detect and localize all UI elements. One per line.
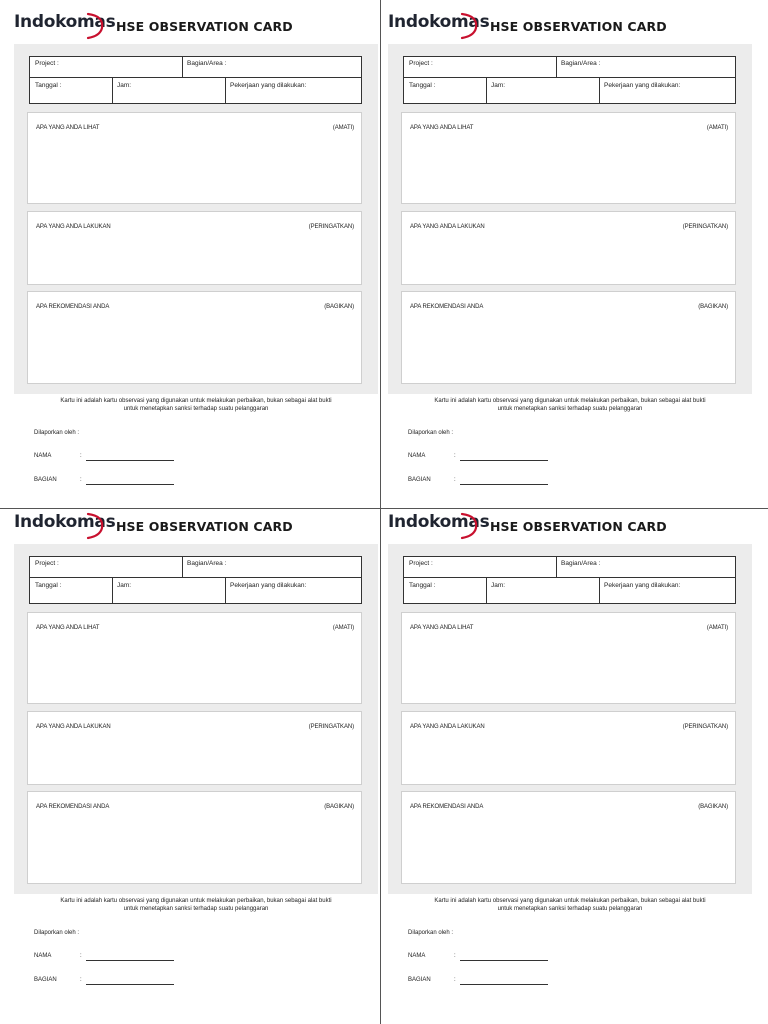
logo-wordmark: Indokomas bbox=[14, 12, 116, 32]
time-label: Jam: bbox=[491, 582, 506, 589]
name-field[interactable] bbox=[34, 953, 82, 959]
section-action-tag: (PERINGATKAN) bbox=[308, 224, 354, 230]
project-label: Project : bbox=[409, 560, 433, 567]
section-recommend[interactable] bbox=[401, 791, 736, 884]
section-action-label: APA YANG ANDA LAKUKAN bbox=[410, 224, 485, 230]
dept-blank-line bbox=[86, 484, 174, 485]
disclaimer-line-1: Kartu ini adalah kartu observasi yang digunakan untuk melakukan perbaikan, bukan sebagai alat bukti bbox=[434, 398, 706, 404]
job-label: Pekerjaan yang dilakukan: bbox=[230, 582, 307, 589]
disclaimer-note bbox=[14, 398, 378, 413]
name-blank-line bbox=[460, 460, 548, 461]
project-label: Project : bbox=[35, 60, 59, 67]
disclaimer-line-1: Kartu ini adalah kartu observasi yang digunakan untuk melakukan perbaikan, bukan sebagai alat bukti bbox=[434, 898, 706, 904]
info-table bbox=[403, 56, 736, 104]
section-recommend-label: APA REKOMENDASI ANDA bbox=[36, 804, 110, 810]
reported-by-label: Dilaporkan oleh : bbox=[408, 930, 454, 936]
section-observe[interactable] bbox=[401, 112, 736, 204]
logo-wordmark: Indokomas bbox=[388, 12, 490, 32]
name-field[interactable] bbox=[408, 953, 456, 959]
logo-swoosh-icon bbox=[14, 510, 114, 544]
dept-field[interactable] bbox=[34, 977, 82, 983]
name-colon: : bbox=[80, 953, 82, 959]
dept-label: BAGIAN bbox=[34, 477, 57, 483]
info-table bbox=[29, 556, 362, 604]
reported-by-label: Dilaporkan oleh : bbox=[408, 430, 454, 436]
area-label: Bagian/Area : bbox=[187, 560, 227, 567]
logo-swoosh-icon bbox=[388, 510, 488, 544]
dept-blank-line bbox=[86, 984, 174, 985]
time-label: Jam: bbox=[117, 582, 132, 589]
logo-swoosh-icon bbox=[388, 10, 488, 44]
name-colon: : bbox=[80, 453, 82, 459]
section-observe-label: APA YANG ANDA LIHAT bbox=[410, 125, 474, 131]
section-recommend-tag: (BAGIKAN) bbox=[698, 304, 728, 310]
section-recommend-label: APA REKOMENDASI ANDA bbox=[36, 304, 110, 310]
name-label: NAMA bbox=[34, 953, 52, 959]
section-observe-label: APA YANG ANDA LIHAT bbox=[36, 625, 100, 631]
name-label: NAMA bbox=[408, 953, 426, 959]
observation-card-top-right bbox=[388, 0, 752, 490]
disclaimer-line-2: untuk menetapkan sanksi terhadap suatu pelanggaran bbox=[497, 905, 643, 912]
dept-colon: : bbox=[454, 977, 456, 983]
vertical-cut-line bbox=[380, 0, 381, 1024]
date-label: Tanggal : bbox=[35, 82, 62, 89]
section-action-tag: (PERINGATKAN) bbox=[308, 724, 354, 730]
date-label: Tanggal : bbox=[35, 582, 62, 589]
disclaimer-line-2: untuk menetapkan sanksi terhadap suatu pelanggaran bbox=[123, 405, 269, 412]
name-blank-line bbox=[460, 960, 548, 961]
name-field[interactable] bbox=[408, 453, 456, 459]
info-table bbox=[403, 556, 736, 604]
observation-card-bottom-right bbox=[388, 500, 752, 990]
section-observe[interactable] bbox=[27, 112, 362, 204]
dept-label: BAGIAN bbox=[408, 477, 431, 483]
disclaimer-line-1: Kartu ini adalah kartu observasi yang digunakan untuk melakukan perbaikan, bukan sebagai alat bukti bbox=[60, 898, 332, 904]
reported-by-label: Dilaporkan oleh : bbox=[34, 930, 80, 936]
dept-label: BAGIAN bbox=[408, 977, 431, 983]
section-action-label: APA YANG ANDA LAKUKAN bbox=[410, 724, 485, 730]
section-recommend[interactable] bbox=[27, 791, 362, 884]
disclaimer-line-2: untuk menetapkan sanksi terhadap suatu pelanggaran bbox=[497, 405, 643, 412]
dept-colon: : bbox=[454, 477, 456, 483]
area-label: Bagian/Area : bbox=[561, 560, 601, 567]
reported-by-label: Dilaporkan oleh : bbox=[34, 430, 80, 436]
logo-swoosh-icon bbox=[14, 10, 114, 44]
project-label: Project : bbox=[35, 560, 59, 567]
name-blank-line bbox=[86, 960, 174, 961]
section-recommend-tag: (BAGIKAN) bbox=[324, 804, 354, 810]
section-observe-tag: (AMATI) bbox=[332, 125, 354, 131]
job-label: Pekerjaan yang dilakukan: bbox=[230, 82, 307, 89]
section-observe-tag: (AMATI) bbox=[332, 625, 354, 631]
disclaimer-note bbox=[14, 898, 378, 913]
time-label: Jam: bbox=[491, 82, 506, 89]
card-title: HSE OBSERVATION CARD bbox=[116, 19, 293, 34]
name-blank-line bbox=[86, 460, 174, 461]
section-recommend-label: APA REKOMENDASI ANDA bbox=[410, 804, 484, 810]
time-label: Jam: bbox=[117, 82, 132, 89]
dept-blank-line bbox=[460, 984, 548, 985]
dept-field[interactable] bbox=[408, 977, 456, 983]
card-title: HSE OBSERVATION CARD bbox=[116, 519, 293, 534]
section-recommend-tag: (BAGIKAN) bbox=[324, 304, 354, 310]
section-recommend-label: APA REKOMENDASI ANDA bbox=[410, 304, 484, 310]
observation-card-top-left bbox=[14, 0, 378, 490]
name-label: NAMA bbox=[34, 453, 52, 459]
dept-field[interactable] bbox=[34, 477, 82, 483]
section-action[interactable] bbox=[27, 711, 362, 785]
dept-blank-line bbox=[460, 484, 548, 485]
info-table bbox=[29, 56, 362, 104]
disclaimer-line-1: Kartu ini adalah kartu observasi yang digunakan untuk melakukan perbaikan, bukan sebagai alat bukti bbox=[60, 398, 332, 404]
section-observe[interactable] bbox=[27, 612, 362, 704]
card-title: HSE OBSERVATION CARD bbox=[490, 519, 667, 534]
observation-card-bottom-left bbox=[14, 500, 378, 990]
section-action-tag: (PERINGATKAN) bbox=[682, 724, 728, 730]
date-label: Tanggal : bbox=[409, 82, 436, 89]
section-observe-label: APA YANG ANDA LIHAT bbox=[36, 125, 100, 131]
area-label: Bagian/Area : bbox=[187, 60, 227, 67]
name-field[interactable] bbox=[34, 453, 82, 459]
project-label: Project : bbox=[409, 60, 433, 67]
date-label: Tanggal : bbox=[409, 582, 436, 589]
section-action[interactable] bbox=[27, 211, 362, 285]
disclaimer-line-2: untuk menetapkan sanksi terhadap suatu pelanggaran bbox=[123, 905, 269, 912]
section-recommend-tag: (BAGIKAN) bbox=[698, 804, 728, 810]
section-action-tag: (PERINGATKAN) bbox=[682, 224, 728, 230]
section-action-label: APA YANG ANDA LAKUKAN bbox=[36, 724, 111, 730]
section-observe-tag: (AMATI) bbox=[706, 125, 728, 131]
name-label: NAMA bbox=[408, 453, 426, 459]
section-observe[interactable] bbox=[401, 612, 736, 704]
logo-wordmark: Indokomas bbox=[14, 512, 116, 532]
dept-label: BAGIAN bbox=[34, 977, 57, 983]
job-label: Pekerjaan yang dilakukan: bbox=[604, 82, 681, 89]
disclaimer-note bbox=[388, 398, 752, 413]
card-title: HSE OBSERVATION CARD bbox=[490, 19, 667, 34]
area-label: Bagian/Area : bbox=[561, 60, 601, 67]
section-observe-label: APA YANG ANDA LIHAT bbox=[410, 625, 474, 631]
name-colon: : bbox=[454, 953, 456, 959]
section-recommend[interactable] bbox=[401, 291, 736, 384]
logo-wordmark: Indokomas bbox=[388, 512, 490, 532]
dept-colon: : bbox=[80, 977, 82, 983]
section-recommend[interactable] bbox=[27, 291, 362, 384]
section-action[interactable] bbox=[401, 211, 736, 285]
dept-field[interactable] bbox=[408, 477, 456, 483]
section-action[interactable] bbox=[401, 711, 736, 785]
name-colon: : bbox=[454, 453, 456, 459]
job-label: Pekerjaan yang dilakukan: bbox=[604, 582, 681, 589]
dept-colon: : bbox=[80, 477, 82, 483]
disclaimer-note bbox=[388, 898, 752, 913]
section-observe-tag: (AMATI) bbox=[706, 625, 728, 631]
section-action-label: APA YANG ANDA LAKUKAN bbox=[36, 224, 111, 230]
